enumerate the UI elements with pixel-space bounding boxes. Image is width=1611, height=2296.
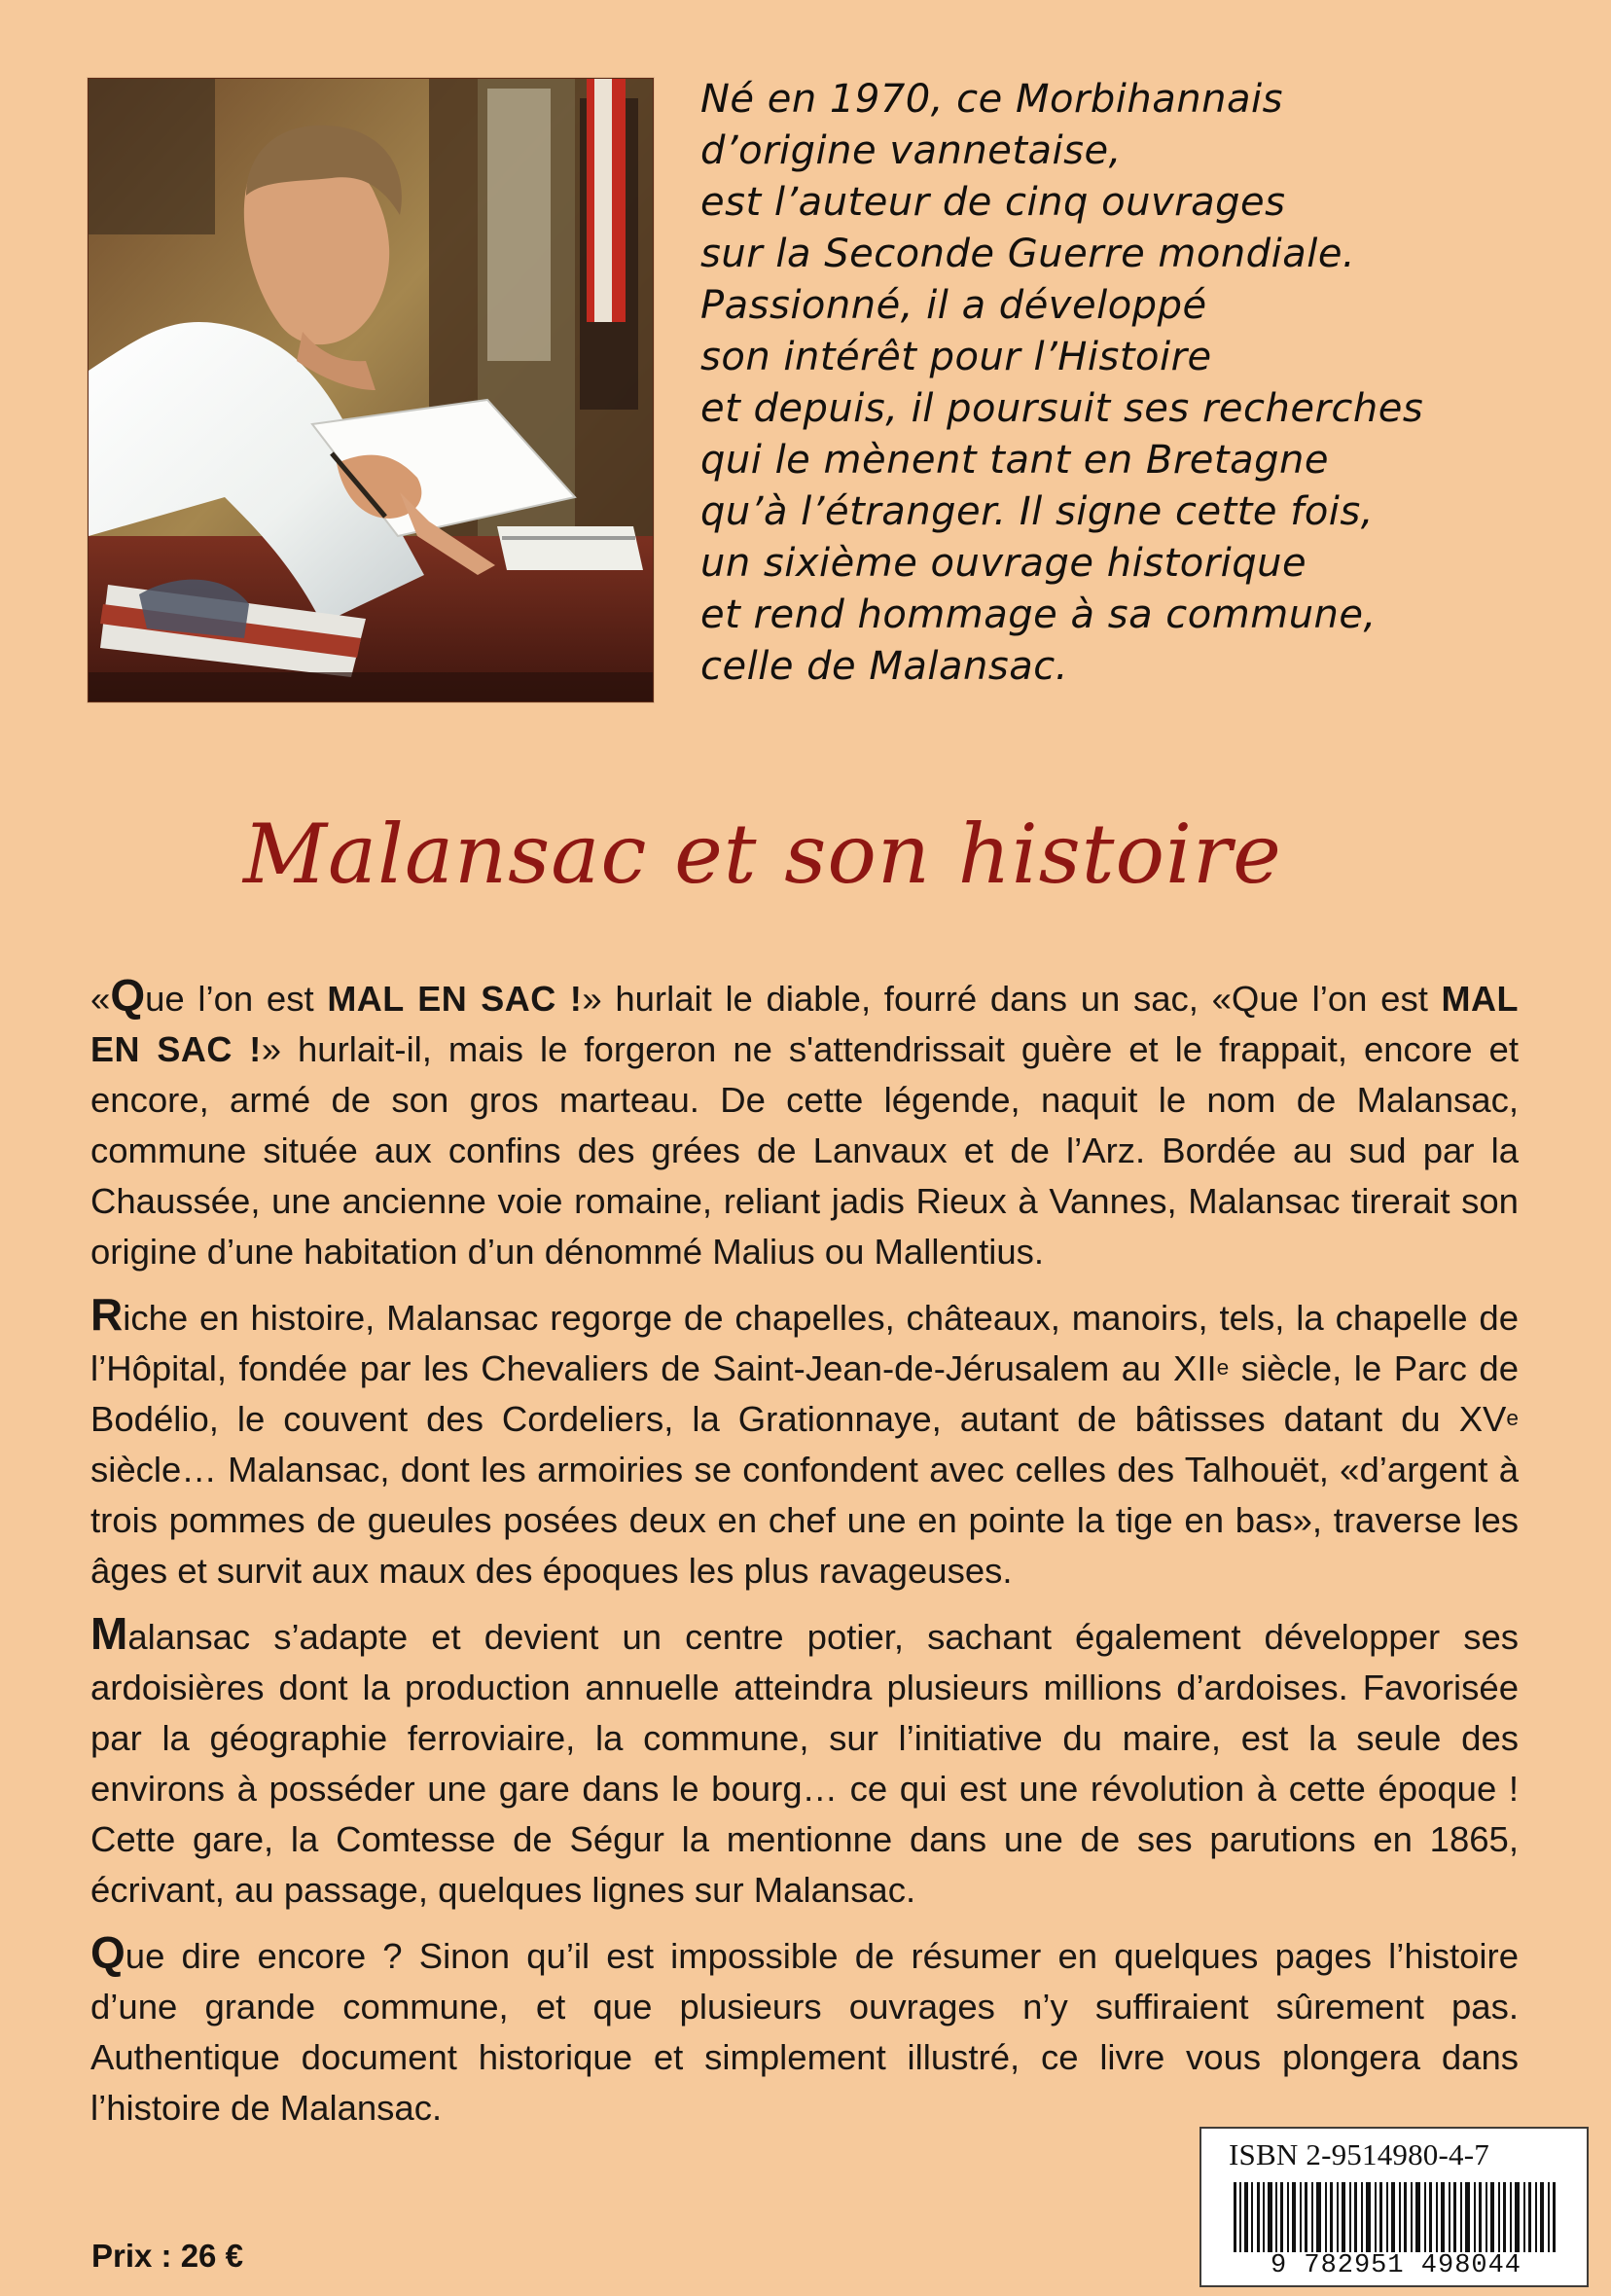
dropcap: Q <box>110 970 146 1021</box>
bio-line: est l’auteur de cinq ouvrages <box>700 180 1286 225</box>
description-paragraph-2 <box>90 1289 1519 1596</box>
bio-line: Passionné, il a développé <box>700 283 1207 328</box>
description-paragraph-4 <box>90 1927 1519 2134</box>
emphasis-text: MAL EN SAC ! <box>90 979 1520 1069</box>
description-text: iche en histoire, Malansac regorge de chapelles, châteaux, manoirs, tels, la chapelle de l’Hôpital, fondée par les Chevaliers de Saint-Jean-de-Jérusalem au XII <box>90 1298 1519 1388</box>
bio-line: sur la Seconde Guerre mondiale. <box>700 232 1356 276</box>
description-text: » hurlait-il, mais le forgeron ne s'attendrissait guère et le frappait, encore et encore, armé de son gros marteau. De cette légende, naquit le nom de Malansac, commune située aux confins des grées de Lanvaux et de l’Arz. Bordée au sud par la Chaussée, une ancienne voie romaine, reliant jadis Rieux à Vannes, Malansac tirerait son origine d’une habitation d’un dénommé Malius ou Mallentius. <box>90 1029 1519 1272</box>
bio-line: Né en 1970, ce Morbihannais <box>700 77 1283 122</box>
bio-line: et depuis, il poursuit ses recherches <box>700 386 1424 431</box>
bio-line: un sixième ouvrage historique <box>700 541 1307 586</box>
book-description <box>90 970 1520 2148</box>
isbn-barcode-box <box>1199 2127 1589 2287</box>
isbn-digits: 9 782951 498044 <box>1270 2251 1522 2280</box>
description-text: » hurlait le diable, fourré dans un sac, «Que l’on est <box>582 979 1442 1019</box>
book-title: Malansac et son histoire <box>243 807 1282 902</box>
description-text: ue l’on est <box>145 979 328 1019</box>
author-photo-illustration <box>89 79 653 701</box>
author-bio <box>700 74 1537 693</box>
superscript: e <box>1216 1354 1230 1380</box>
dropcap: Q <box>90 1927 125 1978</box>
description-paragraph-3 <box>90 1608 1519 1916</box>
superscript: e <box>1506 1405 1519 1430</box>
bio-line: et rend hommage à sa commune, <box>700 592 1377 637</box>
price-label: Prix : 26 € <box>91 2238 243 2274</box>
author-photo <box>88 78 654 702</box>
bio-line: celle de Malansac. <box>700 644 1068 689</box>
description-text: ue dire encore ? Sinon qu’il est impossible de résumer en quelques pages l’histoire d’une grande commune, et que plusieurs ouvrages n’y suffiraient sûrement pas. Authentique document historique et simplement illustré, ce livre vous plongera dans l’histoire de Malansac. <box>90 1936 1519 2128</box>
dropcap: R <box>90 1289 124 1340</box>
emphasis-text: MAL EN SAC ! <box>327 979 583 1019</box>
description-text: siècle… Malansac, dont les armoiries se confondent avec celles des Talhouët, «d’argent à trois pommes de gueules posées deux en chef une en pointe la tige en bas», traverse les âges et survit aux maux des époques les plus ravageuses. <box>90 1450 1519 1591</box>
bio-line: qui le mènent tant en Bretagne <box>700 438 1329 483</box>
description-text: alansac s’adapte et devient un centre potier, sachant également développer ses ardoisières dont la production annuelle atteindra plusieurs millions d’ardoises. Favorisée par la géographie ferroviaire, la commune, sur l’initiative du maire, est la seule des environs à posséder une gare dans le bourg… ce qui est une révolution à cette époque ! Cette gare, la Comtesse de Ségur la mentionne dans une de ses parutions en 1865, écrivant, au passage, quelques lignes sur Malansac. <box>90 1617 1519 1910</box>
barcode-image <box>1234 2182 1559 2252</box>
isbn-label: ISBN 2-9514980-4-7 <box>1229 2137 1489 2171</box>
bio-line: d’origine vannetaise, <box>700 128 1122 173</box>
bio-line: son intérêt pour l’Histoire <box>700 335 1212 379</box>
description-text: siècle, le Parc de Bodélio, le couvent des Cordeliers, la Grationnaye, autant de bâtisses datant du XV <box>90 1348 1519 1439</box>
description-paragraph-1: «Que l’on est MAL EN SAC !» hurlait le diable, fourré dans un sac, «Que l’on est MAL EN SAC !» hurlait-il, mais le forgeron ne s'attendrissait guère et le frappait, encore et encore, armé de son gros marteau. De cette légende, naquit le nom de Malansac, commune située aux confins des grées de Lanvaux et de l’Arz. Bordée au sud par la Chaussée, une ancienne voie romaine, reliant jadis Rieux à Vannes, Malansac tirerait son origine d’une habitation d’un dénommé Malius ou Mallentius. <box>90 970 1520 1272</box>
dropcap: M <box>90 1608 128 1659</box>
bio-line: qu’à l’étranger. Il signe cette fois, <box>700 489 1374 534</box>
